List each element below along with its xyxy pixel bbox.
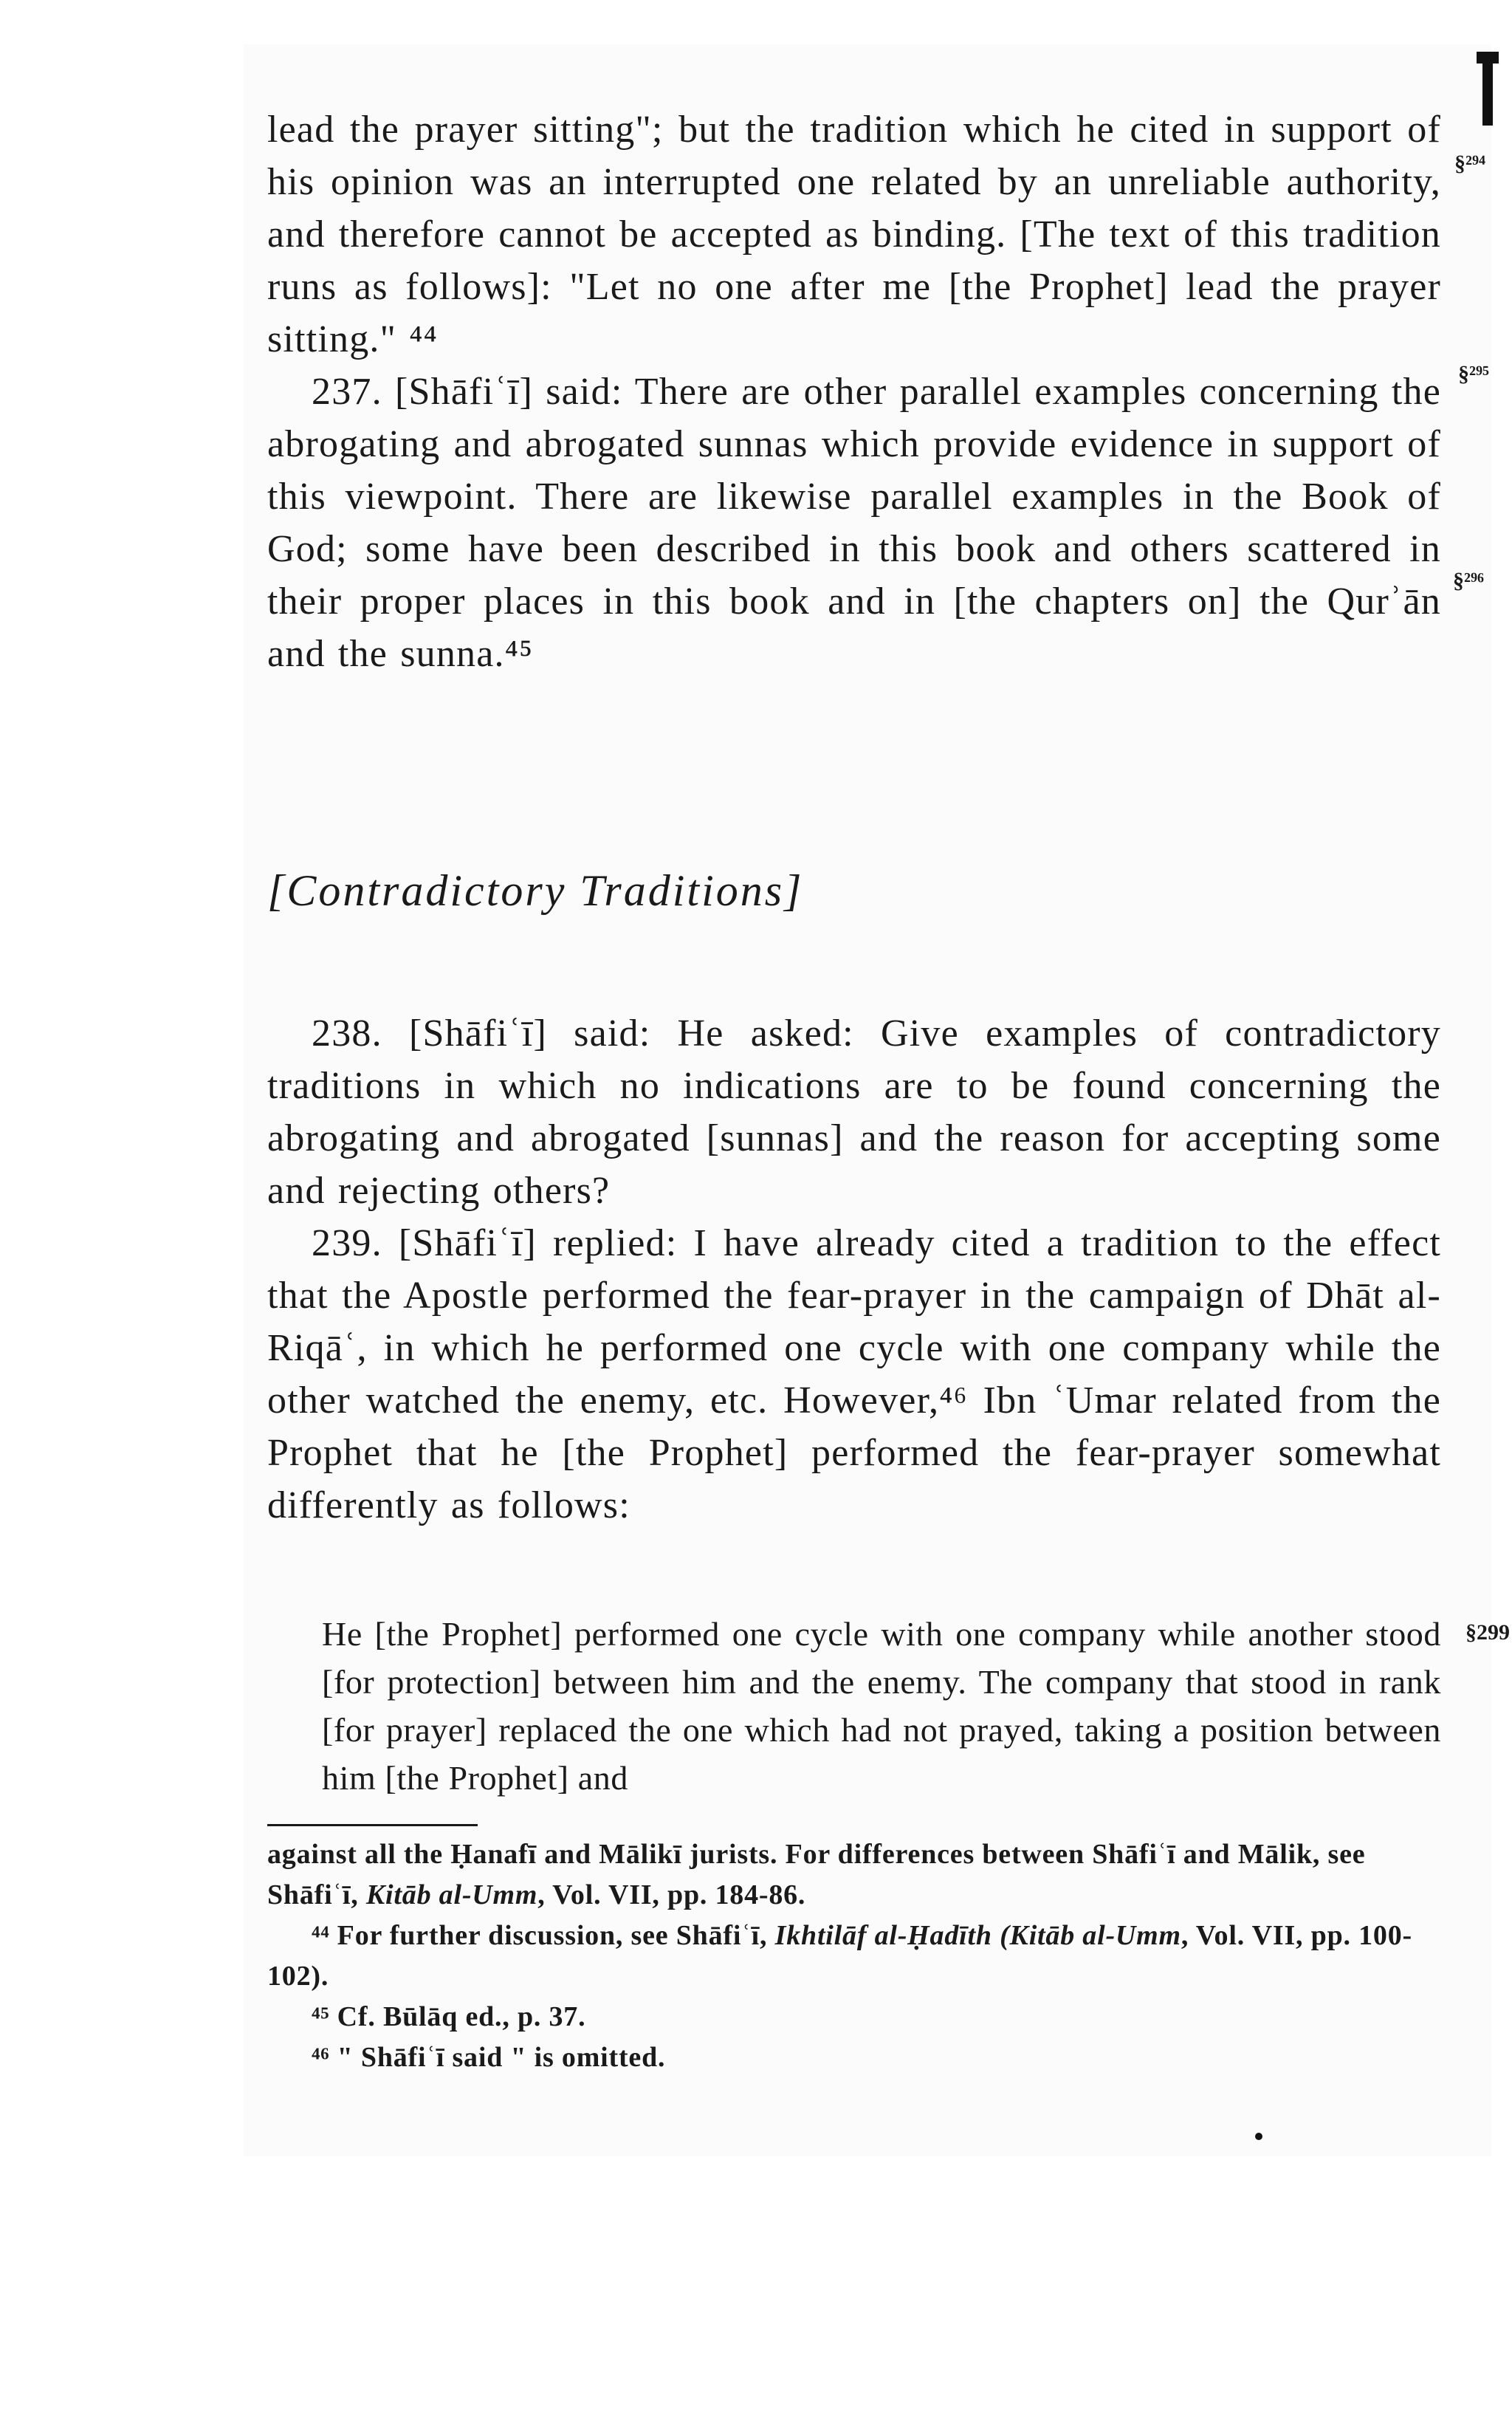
margin-note-299: §299	[1465, 1620, 1510, 1645]
middle-text-block	[267, 1007, 1441, 1532]
margin-note-295: §²⁹⁵	[1458, 362, 1489, 386]
top-text-block	[267, 103, 1441, 680]
footnote-rule	[267, 1824, 478, 1826]
footnotes	[267, 1834, 1449, 2078]
footnote-44: ⁴⁴ For further discussion, see Shāfiʿī, Ikhtilāf al-Ḥadīth (Kitāb al-Umm, Vol. VII, pp. 100-102).	[267, 1920, 1412, 1992]
stray-dot-mark	[1255, 2133, 1262, 2140]
margin-note-296: §²⁹⁶	[1453, 569, 1484, 593]
paragraph-238: 238. [Shāfiʿī] said: He asked: Give examples of contradictory traditions in which no indications are to be found concerning the abrogating and abrogated [sunnas] and the reason for accepting some and rejecting others?	[267, 1012, 1441, 1212]
section-heading: [Contradictory Traditions]	[267, 866, 804, 915]
block-quote: He [the Prophet] performed one cycle with one company while another stood [for protection] between him and the enemy. The company that stood in rank [for prayer] replaced the one which had not prayed, taking a position between him [the Prophet] and	[322, 1615, 1441, 1797]
footnote-45: ⁴⁵ Cf. Būlāq ed., p. 37.	[312, 2001, 586, 2032]
paragraph-239: 239. [Shāfiʿī] replied: I have already cited a tradition to the effect that the Apostle performed the fear-prayer in the campaign of Dhāt al-Riqāʿ, in which he performed one cycle with one company while the other watched the enemy, etc. However,⁴⁶ Ibn ʿUmar related from the Prophet that he [the Prophet] performed the fear-prayer somewhat differently as follows:	[267, 1222, 1441, 1526]
footnote-continuation: against all the Ḥanafī and Mālikī jurists. For differences between Shāfiʿī and Mālik, see Shāfiʿī, Kitāb al-Umm, Vol. VII, pp. 184-86.	[267, 1839, 1366, 1910]
margin-note-294: §²⁹⁴	[1454, 151, 1485, 176]
paragraph-continuation: lead the prayer sitting"; but the tradition which he cited in support of his opinion was an interrupted one related by an unreliable authority, and therefore cannot be accepted as binding. [The text of this tradition runs as follows]: "Let no one after me [the Prophet] lead the prayer sitting." ⁴⁴	[267, 109, 1441, 360]
corner-binding-mark	[1482, 52, 1493, 126]
paragraph-237: 237. [Shāfiʿī] said: There are other parallel examples concerning the abrogating and abrogated sunnas which provide evidence in support of this viewpoint. There are likewise parallel examples in the Book of God; some have been described in this book and others scattered in their proper places in this book and in [the chapters on] the Qurʾān and the sunna.⁴⁵	[267, 371, 1441, 675]
footnote-46: ⁴⁶ " Shāfiʿī said " is omitted.	[312, 2042, 666, 2073]
